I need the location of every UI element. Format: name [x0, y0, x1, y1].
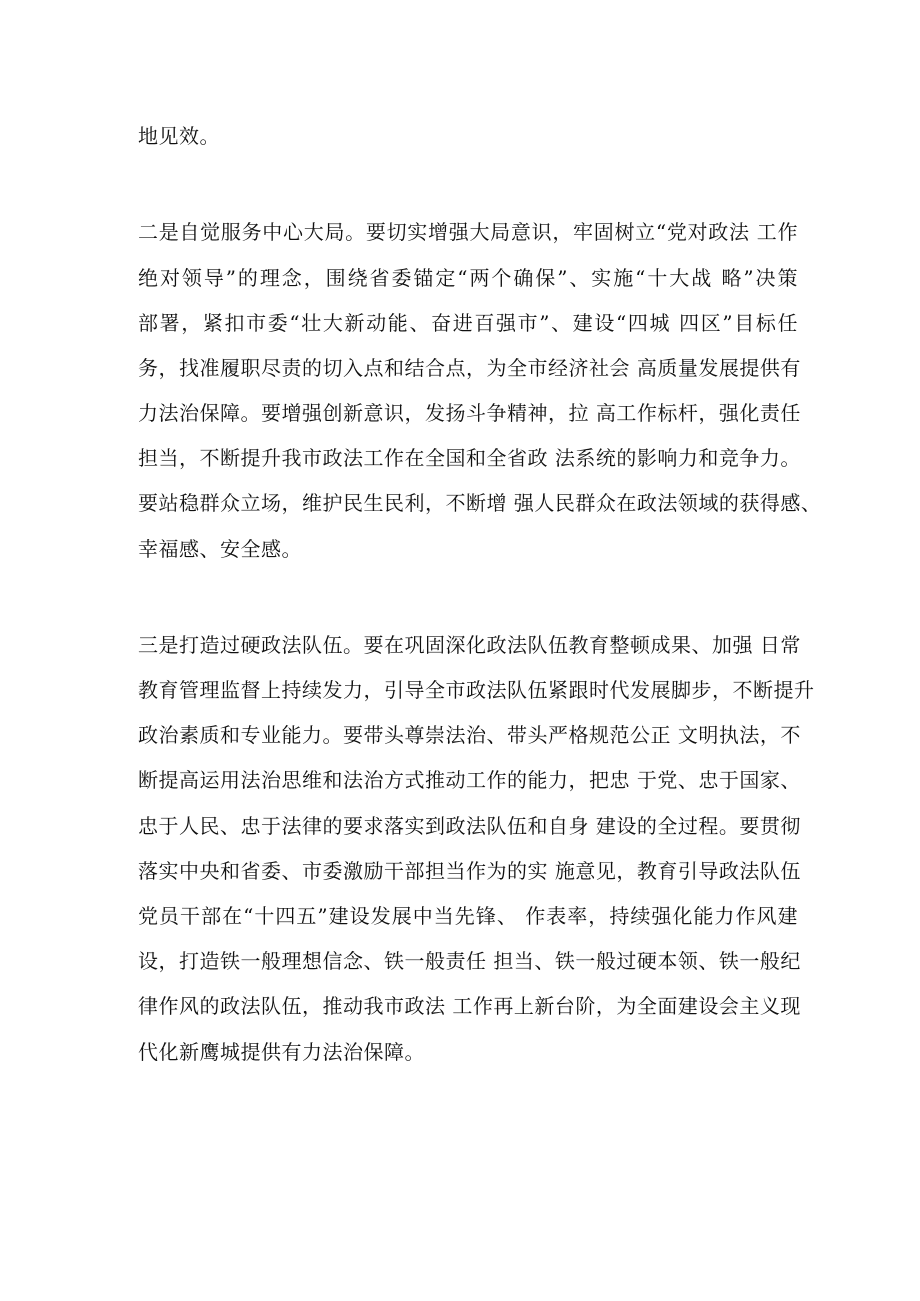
section-3-line: 断提高运用法治思维和法治方式推动工作的能力，把忠 于党、忠于国家、 [138, 768, 801, 792]
section-3-line: 落实中央和省委、市委激励干部担当作为的实 施意见，教育引导政法队伍 [138, 859, 801, 883]
section-3-line: 党员干部在“十四五”建设发展中当先锋、 作表率，持续强化能力作风建 [138, 904, 798, 928]
section-3-line: 忠于人民、忠于法律的要求落实到政法队伍和自身 建设的全过程。要贯彻 [138, 814, 801, 838]
section-3-line: 律作风的政法队伍，推动我市政法 工作再上新台阶，为全面建设会主义现 [138, 994, 801, 1018]
section-2-line: 要站稳群众立场，维护民生民利，不断增 强人民群众在政法领域的获得感、 [138, 491, 822, 515]
section-3-line: 教育管理监督上持续发力，引导全市政法队伍紧跟时代发展脚步，不断提升 [138, 678, 815, 702]
section-2-line: 部署，紧扣市委“壮大新动能、奋进百强市”、建设“四城 四区”目标任 [138, 311, 798, 335]
section-2-line: 幸福感、安全感。 [138, 537, 302, 561]
section-3-line: 设，打造铁一般理想信念、铁一般责任 担当、铁一般过硬本领、铁一般纪 [138, 949, 801, 973]
section-3-line: 代化新鹰城提供有力法治保障。 [138, 1040, 425, 1064]
section-3-line: 三是打造过硬政法队伍。要在巩固深化政法队伍教育整顿成果、加强 日常 [138, 633, 801, 657]
section-2-line: 绝对领导”的理念，围绕省委锚定“两个确保”、实施“十大战 略”决策 [138, 266, 798, 290]
section-2-line: 担当，不断提升我市政法工作在全国和全省政 法系统的影响力和竞争力。 [138, 446, 801, 470]
section-3-line: 政治素质和专业能力。要带头尊崇法治、带头严格规范公正 文明执法，不 [138, 723, 801, 747]
section-2-line: 务，找准履职尽责的切入点和结合点，为全市经济社会 高质量发展提供有 [138, 356, 801, 380]
intro-line: 地见效。 [138, 124, 220, 148]
section-2-line: 二是自觉服务中心大局。要切实增强大局意识，牢固树立“党对政法 工作 [138, 220, 798, 244]
section-2-line: 力法治保障。要增强创新意识，发扬斗争精神，拉 高工作标杆，强化责任 [138, 401, 801, 425]
